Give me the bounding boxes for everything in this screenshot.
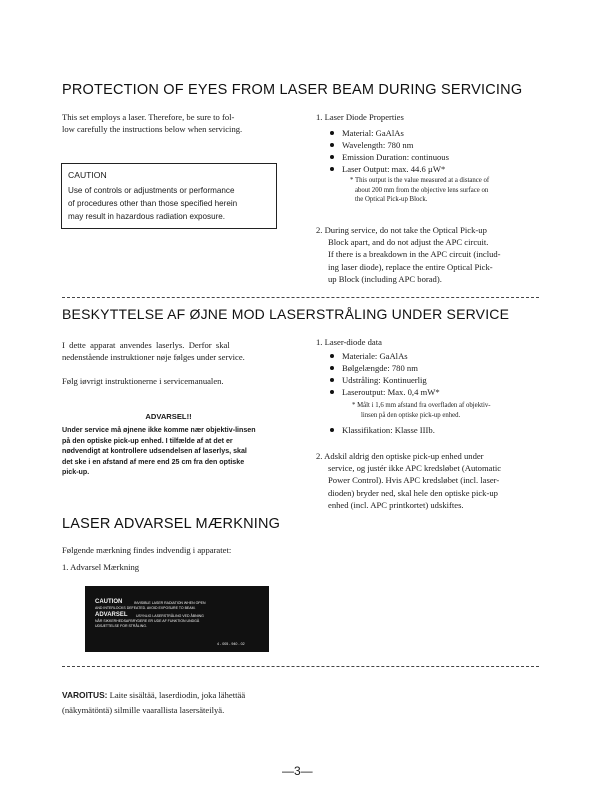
intro-line: This set employs a laser. Therefore, be sure to fol- [62,112,235,122]
label-advarsel-text-1: USYNLIG LASERSTRÅLING VED ÅBNING [136,614,204,618]
warning-line: nødvendigt at kontrollere udsendelsen af laserlys, skal [62,447,247,456]
warning-title: ADVARSEL!! [145,412,192,421]
laser-diode-data-heading: 1. Laser-diode data [316,337,382,347]
bullet-output: Laser Output: max. 44.6 µW* [342,164,446,174]
service-paragraph-2 [316,450,537,511]
service-line: dioden) bryder ned, skal hele den optiske pick-up [328,487,498,498]
caution-line: of procedures other than those specified herein [68,198,238,208]
marking-intro: Følgende mærkning findes indvendig i apparatet: [62,545,232,555]
varoitus-line-1 [62,689,245,701]
service-line: 2. During service, do not take the Optical Pick-up [316,225,487,235]
note-line: the Optical Pick-up Block. [355,196,428,204]
note-line: * Målt i 1,6 mm afstand fra overfladen af objektiv- [352,402,491,409]
warning-line: det ske i en afstand af mere end 25 cm fra den optiske [62,457,245,466]
label-advarsel-text-2: NÅR SIKKERHEDSAFBRYDERE ER UDE AF FUNKTION UNDGÅ [95,619,200,623]
intro-line: low carefully the instructions below when servicing. [62,124,243,135]
danish-intro-2: Følg iøvrigt instruktionerne i servicemanualen. [62,376,224,386]
section-title-laser-advarsel: LASER ADVARSEL MÆRKNING [62,516,281,532]
varoitus-word: VAROITUS: [62,690,108,700]
caution-line: may result in hazardous radiation exposure. [68,211,226,221]
note-line: * This output is the value measured at a distance of [350,177,490,184]
bullet-icon [330,390,334,394]
service-line: 2. Adskil aldrig den optiske pick-up enhed under [316,451,484,461]
service-line: Block apart, and do not adjust the APC circuit. [328,237,489,248]
warning-line: på den optiske pick-up enhed. I tilfælde af at det er [62,436,233,445]
bullet-laseroutput: Laseroutput: Max. 0,4 mW* [342,387,440,397]
warning-line: Under service må øjnene ikke komme nær objektiv-linsen [62,426,256,434]
caution-text [68,185,237,223]
warning-label-image [85,586,269,652]
intro-paragraph [62,111,277,136]
service-line: ing laser diode), replace the entire Optical Pick- [328,261,493,272]
bullet-icon [330,354,334,358]
bullet-icon [330,155,334,159]
bullet-icon [330,167,334,171]
label-caution-text-1: INVISIBLE LASER RADIATION WHEN OPEN [134,601,206,605]
service-line: enhed (incl. APC printkortet) udskiftes. [328,499,464,510]
section-title-beskyttelse: BESKYTTELSE AF ØJNE MOD LASERSTRÅLING UNDER SERVICE [62,306,510,322]
note-line: about 200 mm from the objective lens surface on [355,186,489,194]
marking-item: 1. Advarsel Mærkning [62,562,140,572]
label-caution-text-2: AND INTERLOCKS DEFEATED. AVOID EXPOSURE TO BEAM. [95,606,196,610]
service-line: Power Control). Hvis APC kredsløbet (incl. laser- [328,475,500,486]
warning-line: pick-up. [62,468,90,477]
bullet-klassifikation: Klassifikation: Klasse IIIb. [342,425,435,435]
caution-line: Use of controls or adjustments or performance [68,186,235,195]
bullet-icon [330,131,334,135]
service-line: If there is a breakdown in the APC circuit (includ- [328,249,501,260]
label-advarsel-text-3: UDSÆTTELSE FOR STRÅLING. [95,624,147,628]
danish-note [352,401,491,420]
output-note [350,176,489,205]
intro-line: nedenstående instruktioner nøje følges under service. [62,352,245,363]
divider [62,666,539,667]
bullet-bolgelaengde: Bølgelængde: 780 nm [342,363,418,373]
bullet-wavelength: Wavelength: 780 nm [342,140,414,150]
intro-line: I dette apparat anvendes laserlys. Derfor skal [62,340,230,350]
bullet-udstraling: Udstråling: Kontinuerlig [342,375,427,385]
service-line: service, og justér ikke APC kredsløbet (Automatic [328,463,502,474]
bullet-icon [330,366,334,370]
caution-box [61,163,277,229]
label-caution-word: CAUTION [95,599,123,605]
bullet-materiale: Materiale: GaAlAs [342,351,408,361]
bullet-icon [330,428,334,432]
laser-diode-heading: 1. Laser Diode Properties [316,112,404,122]
bullet-icon [330,143,334,147]
caution-title: CAUTION [68,170,107,180]
section-title-protection: PROTECTION OF EYES FROM LASER BEAM DURING SERVICING [62,82,523,98]
note-line: linsen på den optiske pick-up enhed. [361,411,461,419]
danish-intro [62,339,275,364]
divider [62,297,539,298]
warning-text [62,425,280,478]
label-advarsel-word: ADVARSEL [95,612,128,618]
service-line: up Block (including APC borad). [328,273,442,284]
page-number: —3— [282,764,313,778]
varoitus-line-2: (näkymätöntä) silmille vaarallista lasersäteilyä. [62,705,225,715]
bullet-icon [330,378,334,382]
label-code: 4 - 005 - 940 - 02 [217,642,245,646]
varoitus-text: Laite sisältää, laserdiodin, joka lähettää [107,690,246,700]
service-paragraph-1 [316,224,537,285]
bullet-material: Material: GaAlAs [342,128,404,138]
bullet-emission: Emission Duration: continuous [342,152,449,162]
